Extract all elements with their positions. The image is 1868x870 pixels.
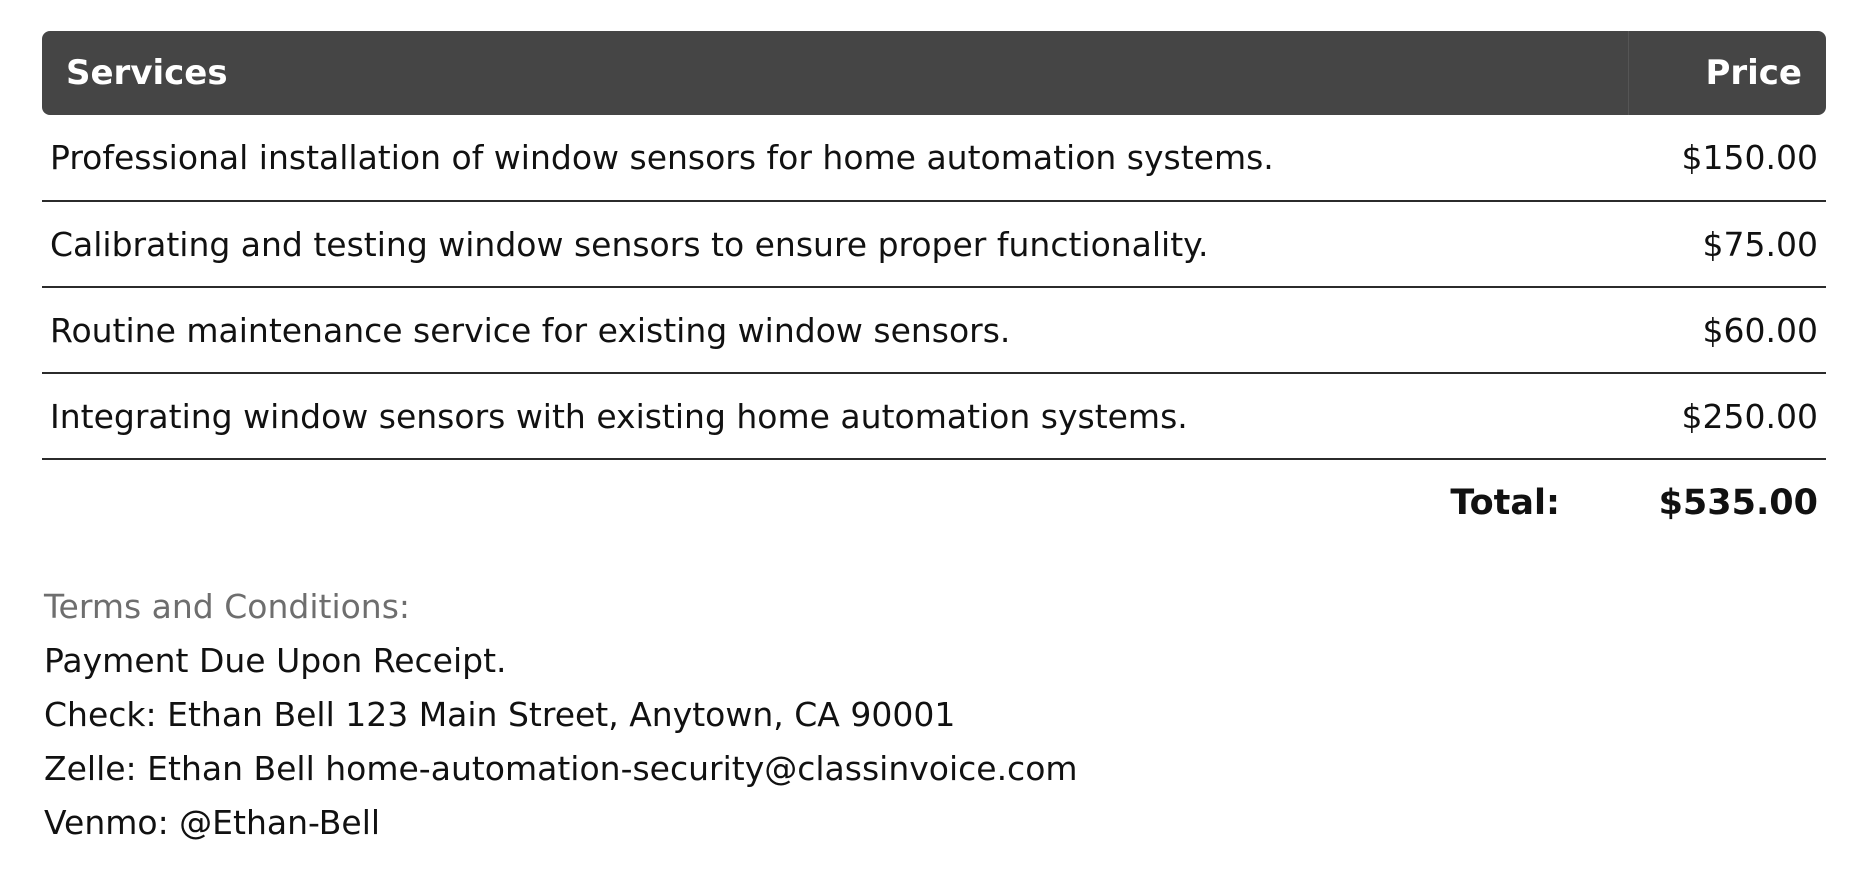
zelle-payment-line: Zelle: Ethan Bell home-automation-security@classinvoice.com	[44, 749, 1078, 788]
table-header-row	[42, 31, 1826, 115]
service-description: Calibrating and testing window sensors to ensure proper functionality.	[42, 201, 1628, 287]
total-label: Total:	[1450, 482, 1560, 523]
service-description: Routine maintenance service for existing window sensors.	[42, 287, 1628, 373]
check-payment-line: Check: Ethan Bell 123 Main Street, Anytown, CA 90001	[44, 695, 956, 734]
services-table	[42, 31, 1826, 545]
terms-heading: Terms and Conditions:	[44, 587, 411, 626]
service-price: $75.00	[1628, 201, 1826, 287]
total-value: $535.00	[1658, 482, 1818, 523]
table-row	[42, 287, 1826, 373]
service-description: Integrating window sensors with existing home automation systems.	[42, 373, 1628, 459]
terms-and-conditions	[44, 580, 1078, 850]
venmo-payment-line: Venmo: @Ethan-Bell	[44, 803, 381, 842]
service-price: $250.00	[1628, 373, 1826, 459]
payment-due-line: Payment Due Upon Receipt.	[44, 641, 507, 680]
total-row	[42, 459, 1826, 545]
table-header	[42, 31, 1826, 115]
service-price: $60.00	[1628, 287, 1826, 373]
price-column-header: Price	[1628, 31, 1826, 115]
table-row	[42, 201, 1826, 287]
table-row	[42, 373, 1826, 459]
table-body	[42, 115, 1826, 545]
services-column-header: Services	[42, 31, 1628, 115]
service-description: Professional installation of window sensors for home automation systems.	[42, 115, 1628, 201]
table-row	[42, 115, 1826, 201]
service-price: $150.00	[1628, 115, 1826, 201]
